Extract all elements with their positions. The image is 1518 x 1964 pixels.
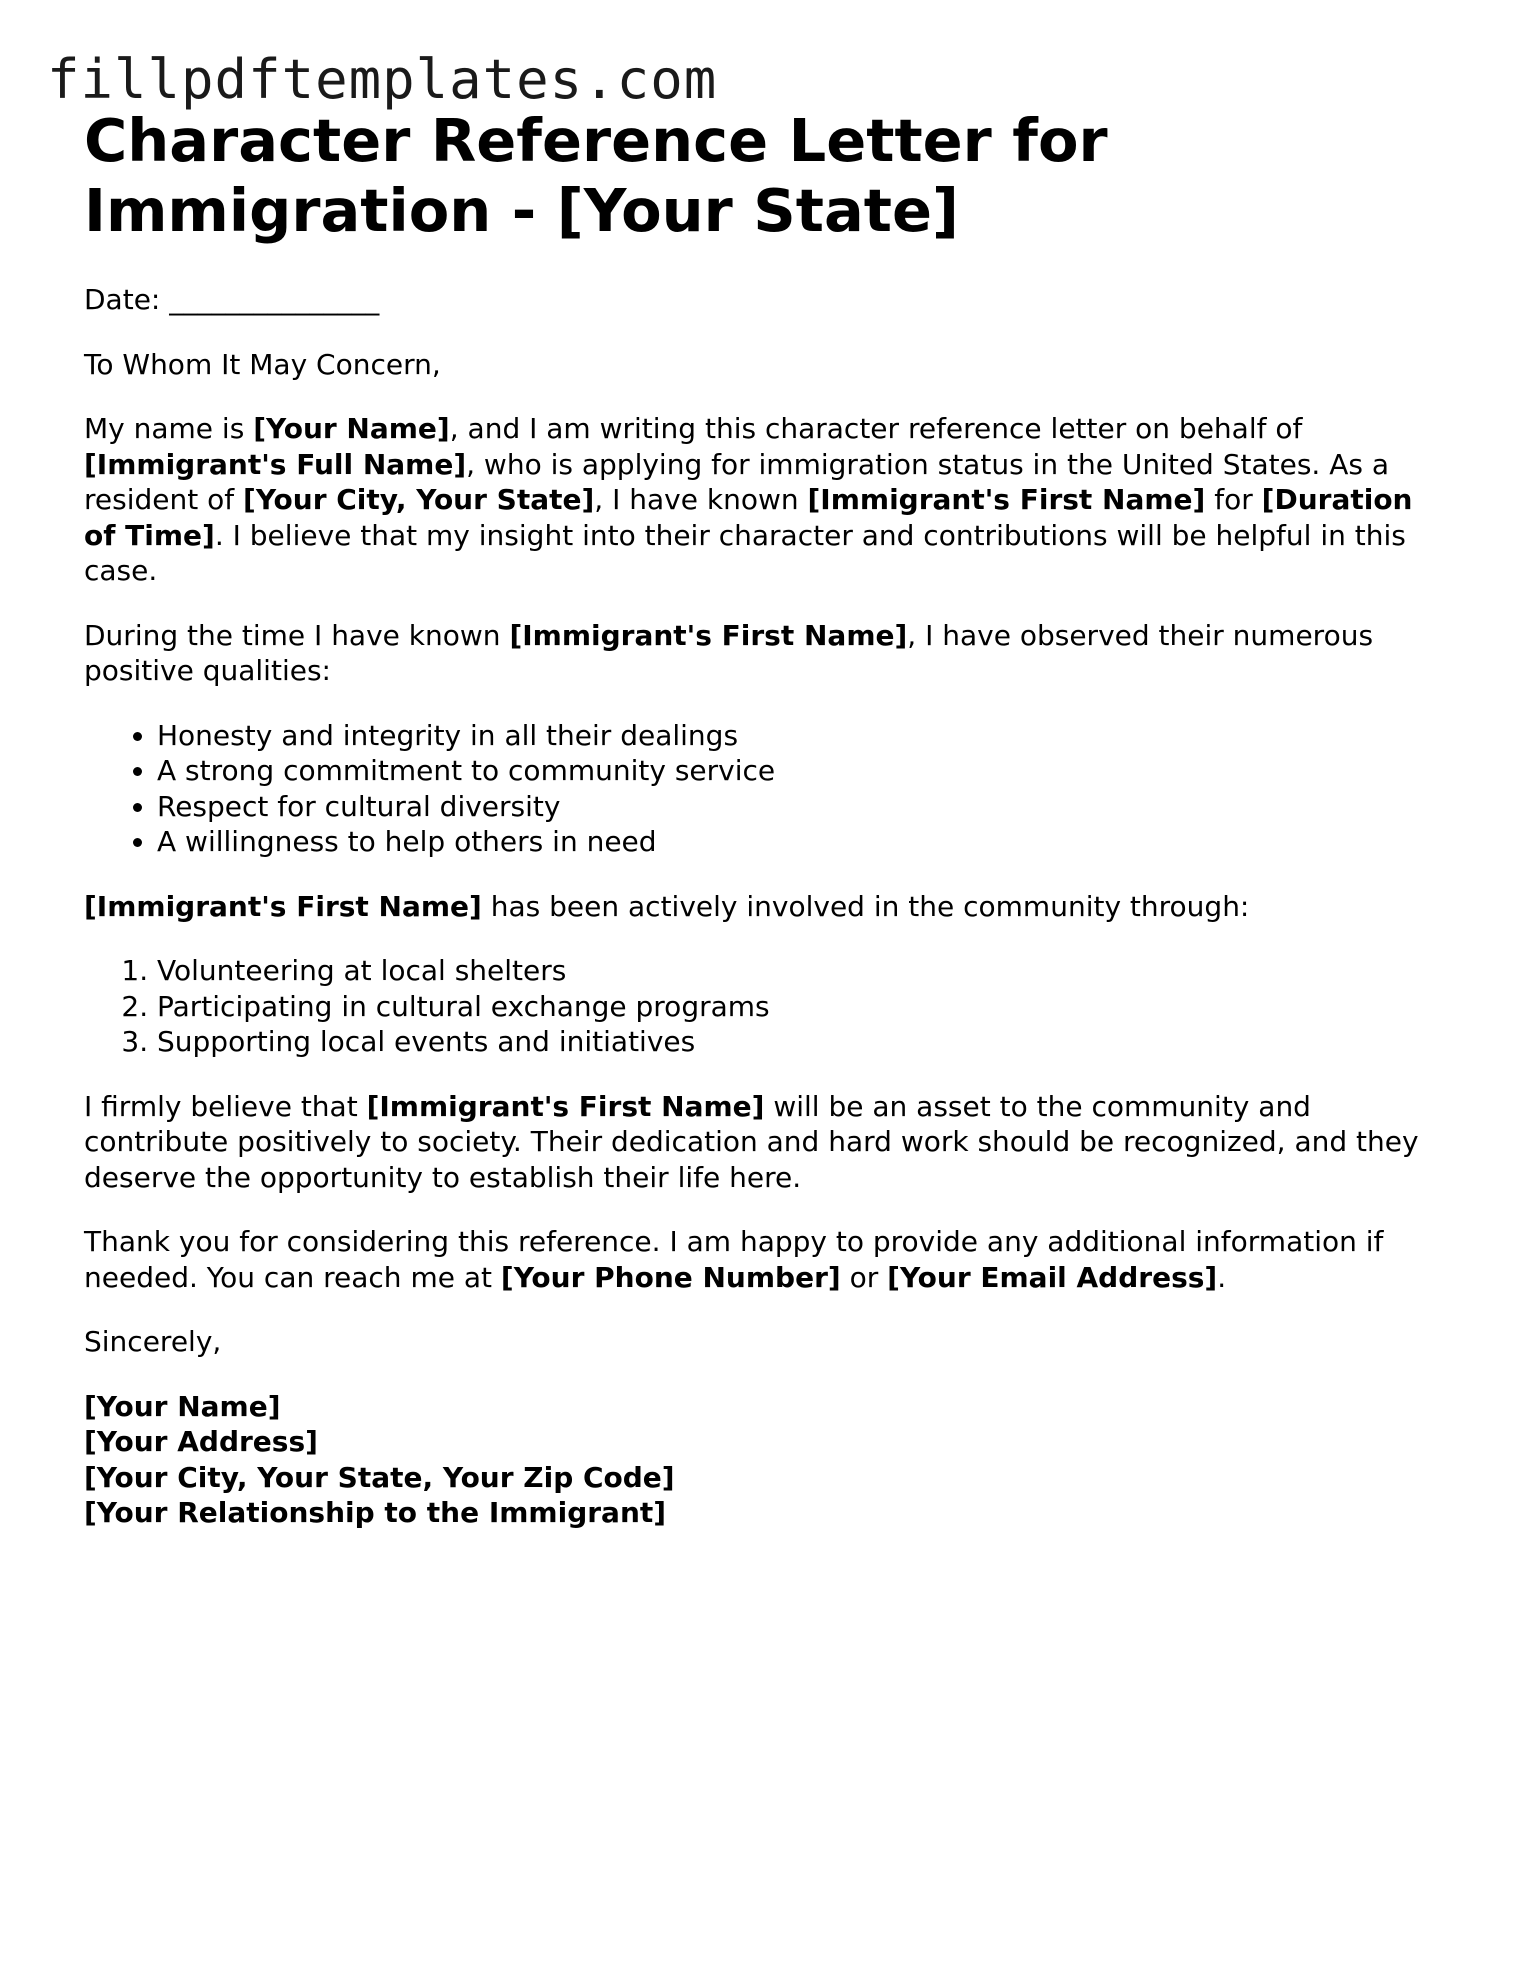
signature-city-state-zip: [Your City, Your State, Your Zip Code] <box>84 1460 675 1494</box>
intro-text-1: My name is <box>84 412 254 445</box>
list-item: • Honesty and integrity in all their dealings <box>157 718 1444 754</box>
intro-text-2: , and I am writing this character reference letter on behalf of <box>449 412 1303 445</box>
belief-paragraph <box>84 1089 1444 1196</box>
intro-paragraph <box>84 411 1444 589</box>
salutation: To Whom It May Concern, <box>84 347 441 381</box>
phone-number-placeholder: [Your Phone Number] <box>500 1260 841 1294</box>
intro-text-5: for <box>1205 483 1262 516</box>
thanks-text-1: Thank you for considering this reference. I am happy to provide any additional information if needed. You can reach me at <box>84 1225 1384 1294</box>
thanks-text-3: . <box>1217 1260 1227 1294</box>
list-item: 2. Participating in cultural exchange programs <box>157 989 1444 1025</box>
involvement-list <box>84 953 1444 1060</box>
immigrant-first-name-placeholder: [Immigrant's First Name] <box>509 618 908 652</box>
immigrant-first-name-placeholder: [Immigrant's First Name] <box>366 1089 765 1123</box>
belief-text-1: I firmly believe that <box>84 1089 367 1123</box>
signature-relationship: [Your Relationship to the Immigrant] <box>84 1496 667 1529</box>
involvement-intro-text: has been actively involved in the community through: <box>481 889 1250 923</box>
list-item: • A strong commitment to community service <box>157 753 1444 789</box>
list-item: 1. Volunteering at local shelters <box>157 953 1444 989</box>
list-item: • A willingness to help others in need <box>157 824 1444 860</box>
intro-text-6: . I believe that my insight into their character and contributions will be helpful in this case. <box>84 518 1406 587</box>
signature-address: [Your Address] <box>84 1425 318 1458</box>
immigrant-first-name-placeholder: [Immigrant's First Name] <box>807 483 1206 516</box>
intro-text-4: , I have known <box>594 483 808 516</box>
letter-document <box>84 106 1444 1531</box>
date-line: Date: _______________ <box>84 283 380 316</box>
thanks-text-2: or <box>840 1260 888 1294</box>
email-address-placeholder: [Your Email Address] <box>887 1260 1218 1294</box>
document-title: Character Reference Letter for Immigration - [Your State] <box>84 106 1108 245</box>
immigrant-full-name-placeholder: [Immigrant's Full Name] <box>84 447 467 481</box>
duration-placeholder: [Duration of Time] <box>84 483 1413 552</box>
qualities-intro-paragraph <box>84 618 1444 689</box>
list-item: • Respect for cultural diversity <box>157 789 1444 825</box>
qualities-list <box>84 718 1444 860</box>
watermark-text: fillpdftemplates.com <box>47 48 718 111</box>
immigrant-first-name-placeholder: [Immigrant's First Name] <box>84 889 482 923</box>
closing: Sincerely, <box>84 1325 222 1358</box>
your-city-state-placeholder: [Your City, Your State] <box>243 483 595 516</box>
intro-text-3: , who is applying for immigration status in the United States. As a resident of <box>84 447 1390 516</box>
signature-name: [Your Name] <box>84 1389 281 1423</box>
qualities-intro-text-2: , I have observed their numerous positive qualities: <box>84 618 1374 687</box>
belief-text-2: will be an asset to the community and contribute positively to society. Their dedication and hard work should be recognized, and they deserve the opportunity to establish their life here. <box>84 1089 1419 1194</box>
qualities-intro-text-1: During the time I have known <box>84 618 510 652</box>
thanks-paragraph <box>84 1224 1444 1295</box>
signature-block <box>84 1389 1444 1531</box>
your-name-placeholder: [Your Name] <box>253 412 450 445</box>
involvement-intro-paragraph <box>84 889 1444 925</box>
list-item: 3. Supporting local events and initiatives <box>157 1024 1444 1060</box>
